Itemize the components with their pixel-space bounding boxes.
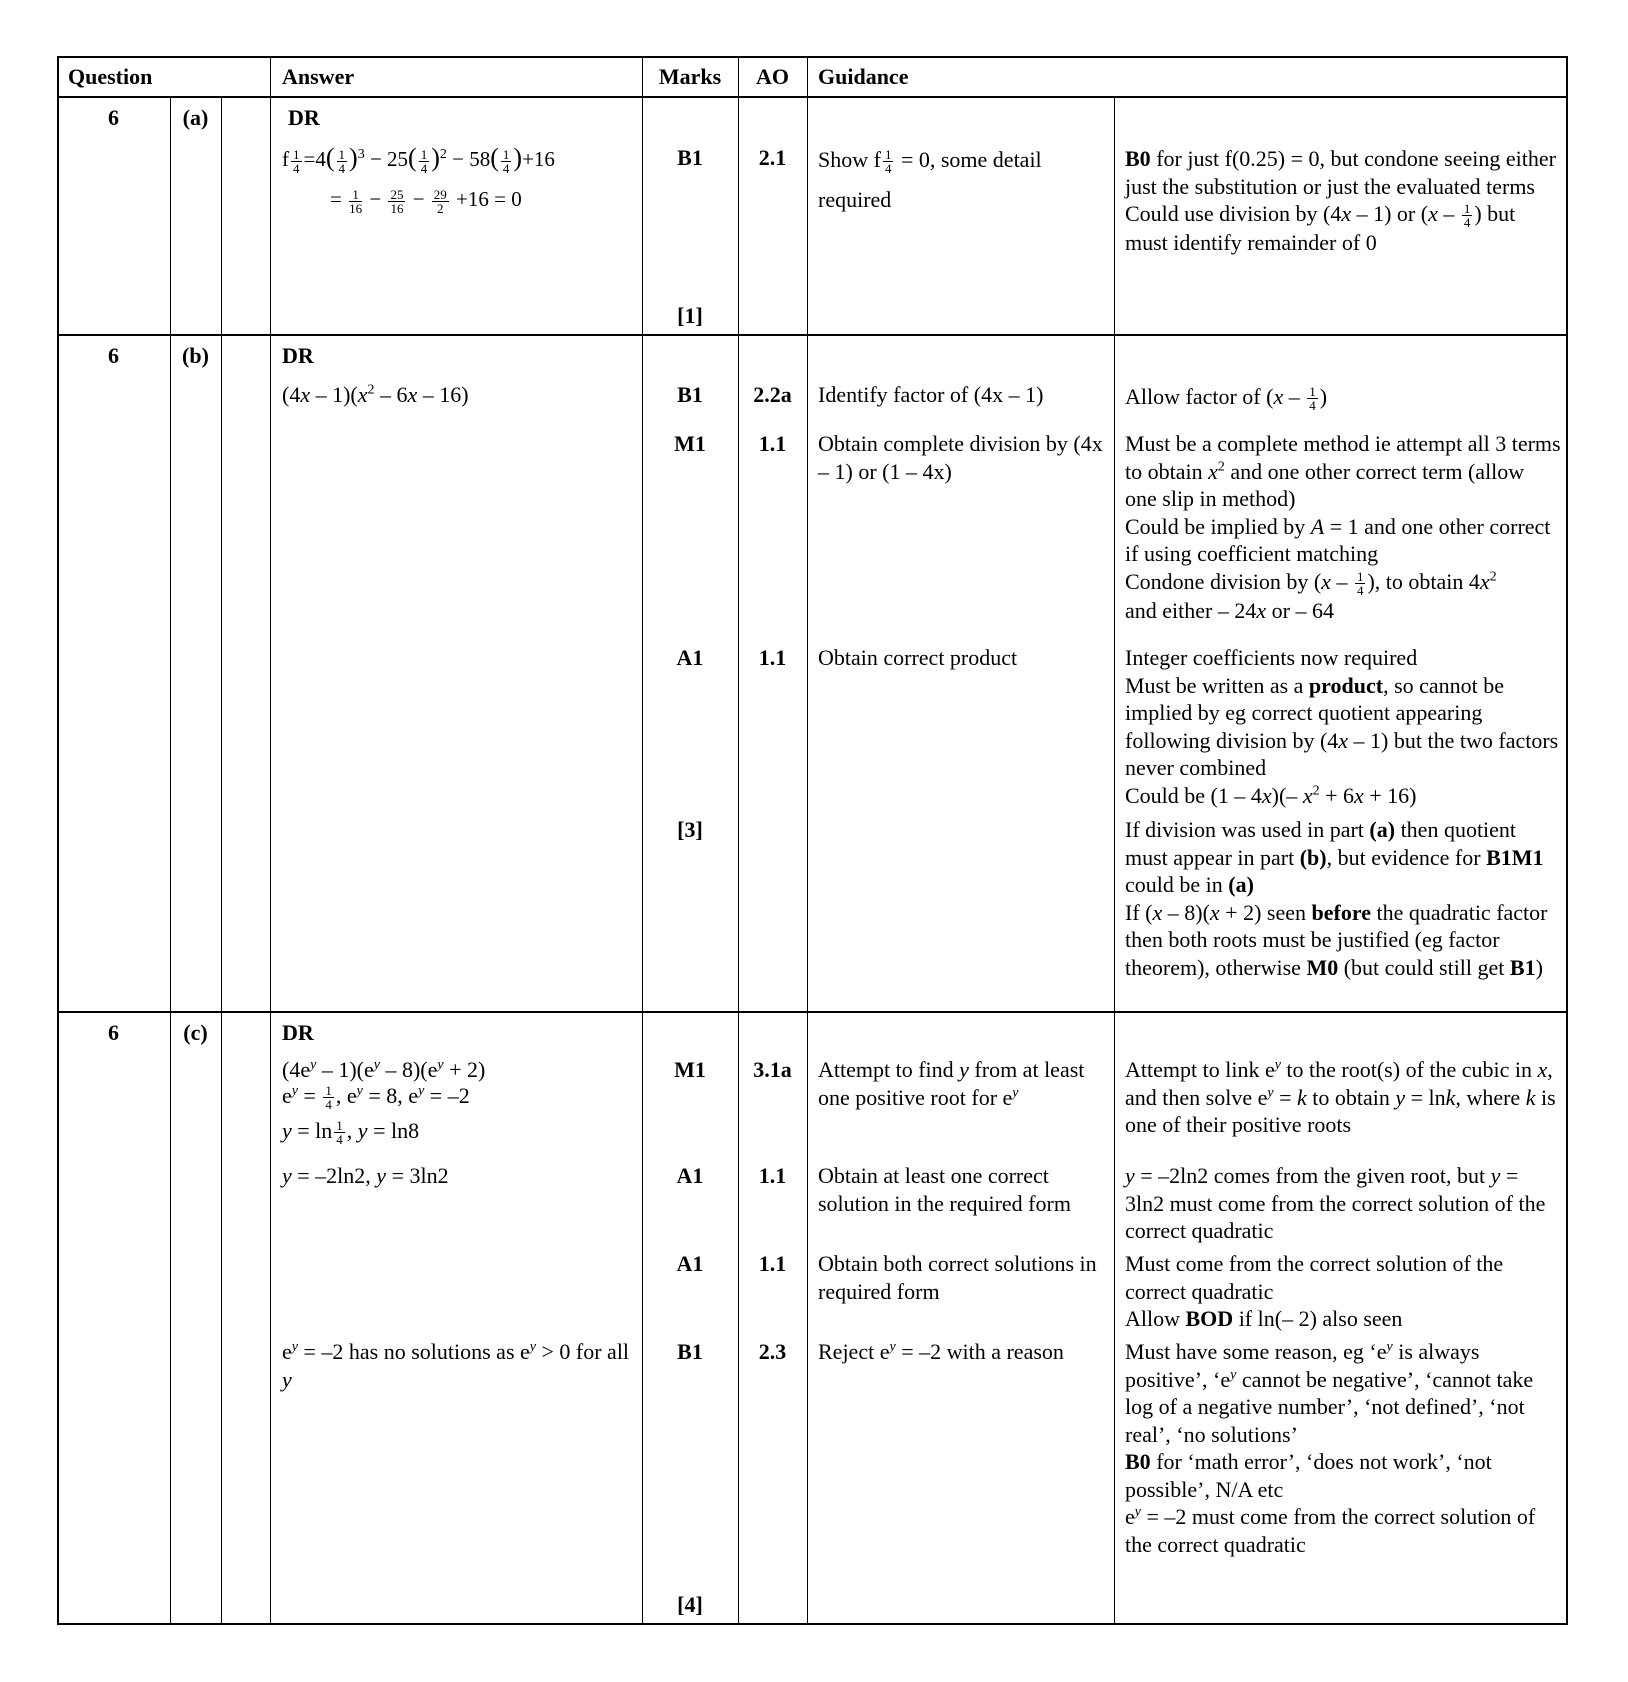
header-marks: Marks xyxy=(658,64,722,89)
ao-code: 1.1 xyxy=(758,1251,787,1276)
guidance-right: If division was used in part (a) then quotient must appear in part (b), but evidence for B1M1 could be in (a) If (x – 8)(x + 2) seen before the quadratic factor then both roots must be justified (eg factor theorem), otherwise M0 (but could still get B1) xyxy=(1125,817,1548,980)
ao-code: 1.1 xyxy=(758,1163,787,1188)
header-guidance: Guidance xyxy=(818,64,909,89)
mark-code: A1 xyxy=(676,645,704,670)
ao-code: 2.3 xyxy=(758,1339,787,1364)
guidance-left: Show f $\frac{1}{4}$ = 0, some detail xyxy=(818,147,1042,177)
answer-line: $(4x - 1)(x^2 - 6x - 16)$ xyxy=(282,382,469,407)
question-number: 6 xyxy=(108,343,119,368)
ao-code: 3.1a xyxy=(753,1057,792,1082)
mark-total: [1] xyxy=(677,303,703,328)
guidance-left: Obtain at least one correct solution in the required form xyxy=(818,1163,1071,1216)
mark-code: B1 xyxy=(677,1339,703,1364)
answer-line: y = –2ln2, y = 3ln2 xyxy=(282,1163,449,1188)
ao-code: 2.1 xyxy=(758,145,787,170)
answer-line: f $\frac{1}{4}$ =4( $\frac{1}{4}$ )$^3$ − 25( $\frac{1}{4}$ )$^2$ − 58( $\frac{1}{4}$ )+16 xyxy=(282,143,555,176)
mark-code: A1 xyxy=(676,1251,704,1276)
guidance-right: y = –2ln2 comes from the given root, but y = 3ln2 must come from the correct solution of the correct quadratic xyxy=(1125,1163,1546,1243)
part-label: (c) xyxy=(183,1020,208,1045)
guidance-right: Integer coefficients now required Must be written as a product, so cannot be implied by eg correct quotient appearing following division by (4x – 1) but the two factors never combined Could be (1 – 4x)(– $x^2 + 6x + 16$) xyxy=(1125,645,1559,808)
answer-line: = $\frac{1}{16}$ − $\frac{25}{16}$ − $\frac{29}{2}$ +16 = 0 xyxy=(330,186,522,216)
header-ao: AO xyxy=(756,64,789,89)
mark-total: [4] xyxy=(677,1592,703,1617)
guidance-right: B0 for just f(0.25) = 0, but condone seeing either just the substitution or just the evaluated terms Could use division by (4x – 1) or (x – $\frac{1}{4}$ ) but must identify remainder of 0 xyxy=(1125,146,1556,256)
mark-total: [3] xyxy=(677,817,703,842)
guidance-right: Must have some reason, eg ‘$e^y$ is always positive’, ‘$e^y$ cannot be negative’, ‘cannot take log of a negative number’, ‘not defined’, ‘not real’, ‘no solutions’ B0 for ‘math error’, ‘does not work’, ‘not possible’, N/A etc $e^y = -2$ must come from the correct solution of the correct quadratic xyxy=(1125,1339,1536,1557)
answer-line: $e^y$ = $\frac{1}{4}$ , $e^y = 8$, $e^y = -2$ xyxy=(282,1083,470,1113)
guidance-left: Obtain complete division by (4x – 1) or (1 – 4x) xyxy=(818,431,1103,484)
question-number: 6 xyxy=(108,105,119,130)
answer-line: $e^y = -2$ has no solutions as $e^y > 0$ for all y xyxy=(282,1339,630,1392)
mark-code: M1 xyxy=(674,1057,706,1082)
guidance-left: Obtain correct product xyxy=(818,645,1018,670)
guidance-right: Must come from the correct solution of the correct quadratic Allow BOD if ln(– 2) also seen xyxy=(1125,1251,1504,1331)
question-number: 6 xyxy=(108,1020,119,1045)
part-label: (a) xyxy=(182,105,209,130)
ao-code: 1.1 xyxy=(758,431,787,456)
mark-code: B1 xyxy=(677,145,703,170)
mark-scheme-table xyxy=(57,56,1568,1625)
guidance-right: Attempt to link $e^y$ to the root(s) of the cubic in x, and then solve $e^y = k$ to obtain y = lnk, where k is one of their positive roots xyxy=(1125,1057,1556,1137)
guidance-left: Attempt to find y from at least one positive root for $e^y$ xyxy=(818,1057,1085,1110)
part-label: (b) xyxy=(182,343,209,368)
guidance-left: Identify factor of (4x – 1) xyxy=(818,382,1044,407)
mark-code: B1 xyxy=(677,382,703,407)
guidance-left: Obtain both correct solutions in required form xyxy=(818,1251,1097,1304)
mark-code: A1 xyxy=(676,1163,704,1188)
answer-line: $(4e^y - 1)(e^y - 8)(e^y + 2)$ xyxy=(282,1057,486,1082)
ao-code: 2.2a xyxy=(753,382,792,407)
guidance-right: Allow factor of (x – $\frac{1}{4}$ ) xyxy=(1125,384,1328,414)
ao-code: 1.1 xyxy=(758,645,787,670)
mark-code: M1 xyxy=(674,431,706,456)
guidance-left: Reject $e^y = -2$ with a reason xyxy=(818,1339,1064,1364)
dr-label: DR xyxy=(282,343,314,368)
guidance-left: required xyxy=(818,187,892,212)
dr-label: DR xyxy=(282,1020,314,1045)
header-answer: Answer xyxy=(282,64,355,89)
dr-label: DR xyxy=(288,105,320,130)
answer-line: y = ln $\frac{1}{4}$ , y = ln8 xyxy=(282,1118,420,1148)
guidance-right: Must be a complete method ie attempt all 3 terms to obtain $x^2$ and one other correct term (allow one slip in method) Could be implied by A = 1 and one other correct if using coefficient matching Condone division by (x – $\frac{1}{4}$ ), to obtain $4x^2$ and either – 24x or – 64 xyxy=(1125,431,1561,623)
header-question: Question xyxy=(68,64,153,89)
